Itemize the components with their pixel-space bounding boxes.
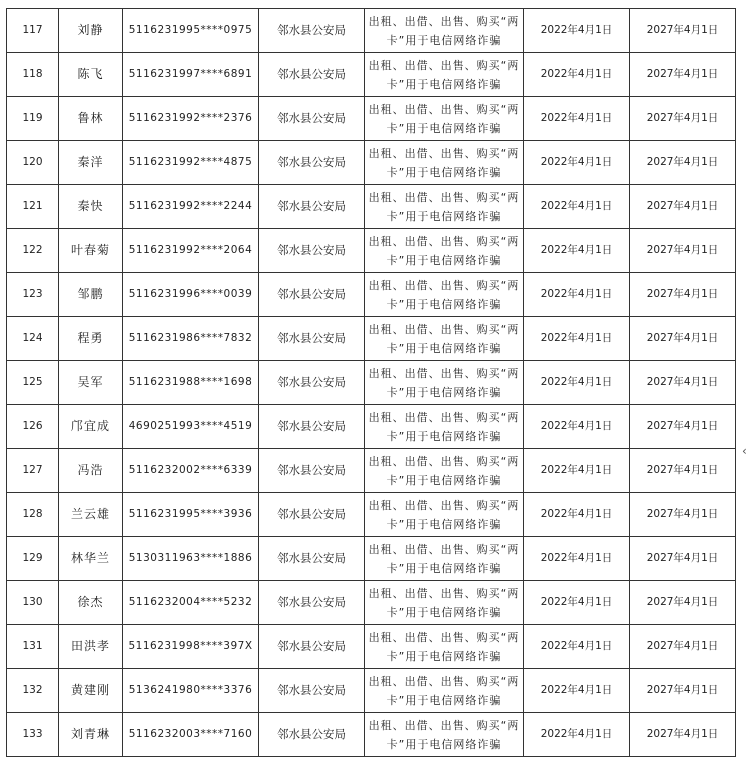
- issuing-agency: 邻水县公安局: [259, 273, 365, 317]
- violation-reason-line: 出租、出借、出售、购买“两: [368, 718, 520, 732]
- violation-reason-line: 出租、出借、出售、购买“两: [368, 630, 520, 644]
- issuing-agency: 邻水县公安局: [259, 97, 365, 141]
- end-date: 2027年4月1日: [630, 9, 736, 53]
- start-date: 2022年4月1日: [524, 97, 630, 141]
- violation-reason-line: 卡”用于电信网络诈骗: [386, 473, 502, 487]
- end-date: 2027年4月1日: [630, 361, 736, 405]
- issuing-agency: 邻水县公安局: [259, 185, 365, 229]
- row-number: 127: [7, 449, 59, 493]
- violation-reason-line: 出租、出借、出售、购买“两: [368, 454, 520, 468]
- violation-reason-line: 卡”用于电信网络诈骗: [386, 341, 502, 355]
- table-body: [7, 9, 736, 757]
- table-row: [7, 9, 736, 53]
- violation-reason: [365, 141, 524, 185]
- id-number: 5116231992****2244: [123, 185, 259, 229]
- violation-reason-line: 卡”用于电信网络诈骗: [386, 737, 502, 751]
- violation-reason: [365, 405, 524, 449]
- violation-reason: [365, 493, 524, 537]
- violation-reason-line: 卡”用于电信网络诈骗: [386, 33, 502, 47]
- id-number: 4690251993****4519: [123, 405, 259, 449]
- table-row: [7, 581, 736, 625]
- row-number: 133: [7, 713, 59, 757]
- start-date: 2022年4月1日: [524, 229, 630, 273]
- person-name: 黄建刚: [59, 669, 123, 713]
- start-date: 2022年4月1日: [524, 141, 630, 185]
- violation-reason: [365, 361, 524, 405]
- row-number: 131: [7, 625, 59, 669]
- person-name: 秦洋: [59, 141, 123, 185]
- violation-reason-line: 出租、出借、出售、购买“两: [368, 586, 520, 600]
- end-date: 2027年4月1日: [630, 185, 736, 229]
- end-date: 2027年4月1日: [630, 625, 736, 669]
- person-name: 刘青琳: [59, 713, 123, 757]
- id-number: 5116231986****7832: [123, 317, 259, 361]
- start-date: 2022年4月1日: [524, 361, 630, 405]
- row-number: 121: [7, 185, 59, 229]
- person-name: 邝宜成: [59, 405, 123, 449]
- id-number: 5116231992****2064: [123, 229, 259, 273]
- table-row: [7, 53, 736, 97]
- violation-reason-line: 出租、出借、出售、购买“两: [368, 102, 520, 116]
- start-date: 2022年4月1日: [524, 493, 630, 537]
- violation-reason-line: 出租、出借、出售、购买“两: [368, 190, 520, 204]
- row-number: 126: [7, 405, 59, 449]
- end-date: 2027年4月1日: [630, 581, 736, 625]
- issuing-agency: 邻水县公安局: [259, 581, 365, 625]
- start-date: 2022年4月1日: [524, 185, 630, 229]
- person-name: 秦快: [59, 185, 123, 229]
- violation-reason-line: 出租、出借、出售、购买“两: [368, 542, 520, 556]
- violation-reason-line: 卡”用于电信网络诈骗: [386, 209, 502, 223]
- violation-reason-line: 出租、出借、出售、购买“两: [368, 146, 520, 160]
- person-name: 田洪孝: [59, 625, 123, 669]
- violation-reason-line: 卡”用于电信网络诈骗: [386, 649, 502, 663]
- start-date: 2022年4月1日: [524, 625, 630, 669]
- end-date: 2027年4月1日: [630, 493, 736, 537]
- violation-reason-line: 卡”用于电信网络诈骗: [386, 605, 502, 619]
- id-number: 5116231997****6891: [123, 53, 259, 97]
- id-number: 5130311963****1886: [123, 537, 259, 581]
- violation-reason: [365, 581, 524, 625]
- violation-reason: [365, 53, 524, 97]
- id-number: 5136241980****3376: [123, 669, 259, 713]
- start-date: 2022年4月1日: [524, 9, 630, 53]
- issuing-agency: 邻水县公安局: [259, 229, 365, 273]
- start-date: 2022年4月1日: [524, 449, 630, 493]
- end-date: 2027年4月1日: [630, 273, 736, 317]
- table-row: [7, 141, 736, 185]
- violation-reason: [365, 9, 524, 53]
- punishment-table: [6, 8, 736, 757]
- end-date: 2027年4月1日: [630, 97, 736, 141]
- violation-reason-line: 出租、出借、出售、购买“两: [368, 58, 520, 72]
- id-number: 5116232003****7160: [123, 713, 259, 757]
- violation-reason-line: 出租、出借、出售、购买“两: [368, 410, 520, 424]
- issuing-agency: 邻水县公安局: [259, 493, 365, 537]
- table-row: [7, 405, 736, 449]
- issuing-agency: 邻水县公安局: [259, 625, 365, 669]
- start-date: 2022年4月1日: [524, 713, 630, 757]
- violation-reason-line: 卡”用于电信网络诈骗: [386, 693, 502, 707]
- issuing-agency: 邻水县公安局: [259, 449, 365, 493]
- row-number: 118: [7, 53, 59, 97]
- violation-reason-line: 出租、出借、出售、购买“两: [368, 674, 520, 688]
- person-name: 叶春菊: [59, 229, 123, 273]
- end-date: 2027年4月1日: [630, 141, 736, 185]
- violation-reason: [365, 713, 524, 757]
- violation-reason-line: 出租、出借、出售、购买“两: [368, 14, 520, 28]
- id-number: 5116231992****4875: [123, 141, 259, 185]
- person-name: 邹鹏: [59, 273, 123, 317]
- row-number: 132: [7, 669, 59, 713]
- row-number: 130: [7, 581, 59, 625]
- person-name: 吴军: [59, 361, 123, 405]
- person-name: 林华兰: [59, 537, 123, 581]
- row-number: 123: [7, 273, 59, 317]
- table-row: [7, 185, 736, 229]
- row-number: 125: [7, 361, 59, 405]
- end-date: 2027年4月1日: [630, 317, 736, 361]
- violation-reason: [365, 669, 524, 713]
- start-date: 2022年4月1日: [524, 537, 630, 581]
- violation-reason-line: 卡”用于电信网络诈骗: [386, 561, 502, 575]
- issuing-agency: 邻水县公安局: [259, 537, 365, 581]
- violation-reason-line: 出租、出借、出售、购买“两: [368, 498, 520, 512]
- violation-reason: [365, 537, 524, 581]
- table-row: [7, 537, 736, 581]
- row-number: 119: [7, 97, 59, 141]
- issuing-agency: 邻水县公安局: [259, 361, 365, 405]
- table-row: [7, 361, 736, 405]
- id-number: 5116231992****2376: [123, 97, 259, 141]
- violation-reason: [365, 229, 524, 273]
- row-number: 129: [7, 537, 59, 581]
- violation-reason-line: 卡”用于电信网络诈骗: [386, 165, 502, 179]
- person-name: 兰云雄: [59, 493, 123, 537]
- table-row: [7, 317, 736, 361]
- table-row: [7, 449, 736, 493]
- document-sheet: [6, 8, 736, 757]
- issuing-agency: 邻水县公安局: [259, 713, 365, 757]
- violation-reason-line: 出租、出借、出售、购买“两: [368, 234, 520, 248]
- start-date: 2022年4月1日: [524, 273, 630, 317]
- violation-reason-line: 卡”用于电信网络诈骗: [386, 253, 502, 267]
- table-row: [7, 713, 736, 757]
- start-date: 2022年4月1日: [524, 581, 630, 625]
- person-name: 徐杰: [59, 581, 123, 625]
- violation-reason-line: 卡”用于电信网络诈骗: [386, 77, 502, 91]
- start-date: 2022年4月1日: [524, 317, 630, 361]
- issuing-agency: 邻水县公安局: [259, 141, 365, 185]
- row-number: 120: [7, 141, 59, 185]
- person-name: 程勇: [59, 317, 123, 361]
- violation-reason: [365, 625, 524, 669]
- violation-reason: [365, 97, 524, 141]
- violation-reason: [365, 449, 524, 493]
- id-number: 5116231995****0975: [123, 9, 259, 53]
- row-number: 117: [7, 9, 59, 53]
- person-name: 刘静: [59, 9, 123, 53]
- start-date: 2022年4月1日: [524, 405, 630, 449]
- id-number: 5116232002****6339: [123, 449, 259, 493]
- violation-reason: [365, 273, 524, 317]
- person-name: 鲁林: [59, 97, 123, 141]
- end-date: 2027年4月1日: [630, 405, 736, 449]
- issuing-agency: 邻水县公安局: [259, 317, 365, 361]
- table-row: [7, 273, 736, 317]
- scroll-arrow-icon[interactable]: ‹: [742, 444, 747, 458]
- violation-reason-line: 卡”用于电信网络诈骗: [386, 429, 502, 443]
- end-date: 2027年4月1日: [630, 537, 736, 581]
- id-number: 5116231996****0039: [123, 273, 259, 317]
- row-number: 128: [7, 493, 59, 537]
- violation-reason-line: 出租、出借、出售、购买“两: [368, 322, 520, 336]
- issuing-agency: 邻水县公安局: [259, 9, 365, 53]
- violation-reason-line: 卡”用于电信网络诈骗: [386, 517, 502, 531]
- table-row: [7, 97, 736, 141]
- issuing-agency: 邻水县公安局: [259, 53, 365, 97]
- violation-reason-line: 卡”用于电信网络诈骗: [386, 121, 502, 135]
- violation-reason-line: 卡”用于电信网络诈骗: [386, 297, 502, 311]
- row-number: 124: [7, 317, 59, 361]
- end-date: 2027年4月1日: [630, 713, 736, 757]
- table-row: [7, 625, 736, 669]
- end-date: 2027年4月1日: [630, 53, 736, 97]
- table-row: [7, 229, 736, 273]
- start-date: 2022年4月1日: [524, 669, 630, 713]
- start-date: 2022年4月1日: [524, 53, 630, 97]
- issuing-agency: 邻水县公安局: [259, 669, 365, 713]
- violation-reason-line: 出租、出借、出售、购买“两: [368, 278, 520, 292]
- violation-reason-line: 出租、出借、出售、购买“两: [368, 366, 520, 380]
- violation-reason-line: 卡”用于电信网络诈骗: [386, 385, 502, 399]
- issuing-agency: 邻水县公安局: [259, 405, 365, 449]
- id-number: 5116231988****1698: [123, 361, 259, 405]
- table-row: [7, 669, 736, 713]
- person-name: 冯浩: [59, 449, 123, 493]
- id-number: 5116231998****397X: [123, 625, 259, 669]
- person-name: 陈飞: [59, 53, 123, 97]
- violation-reason: [365, 317, 524, 361]
- row-number: 122: [7, 229, 59, 273]
- end-date: 2027年4月1日: [630, 449, 736, 493]
- end-date: 2027年4月1日: [630, 229, 736, 273]
- table-row: [7, 493, 736, 537]
- id-number: 5116232004****5232: [123, 581, 259, 625]
- end-date: 2027年4月1日: [630, 669, 736, 713]
- violation-reason: [365, 185, 524, 229]
- id-number: 5116231995****3936: [123, 493, 259, 537]
